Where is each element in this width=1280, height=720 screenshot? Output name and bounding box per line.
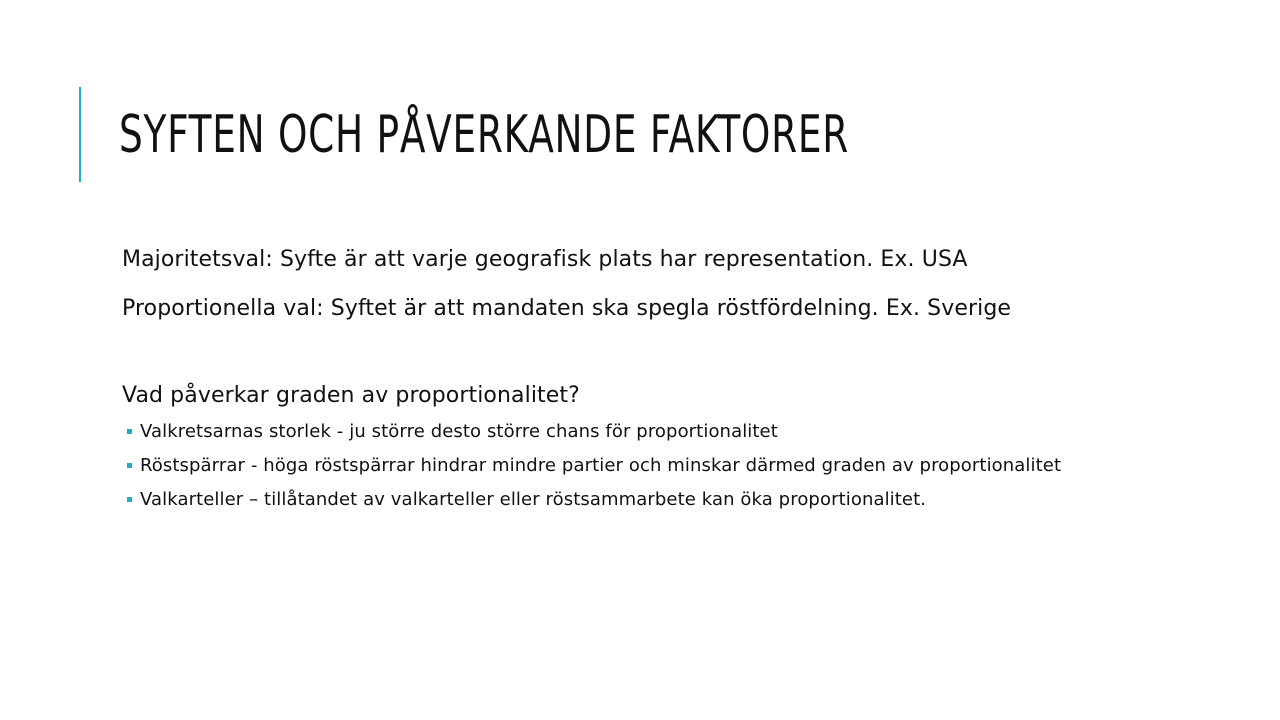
slide-body	[122, 240, 1162, 517]
square-bullet-icon	[127, 497, 132, 502]
paragraph-majoritetsval: Majoritetsval: Syfte är att varje geografisk plats har representation. Ex. USA	[122, 247, 968, 272]
bullet-text: Valkretsarnas storlek - ju större desto större chans för proportionalitet	[140, 421, 778, 442]
question-heading: Vad påverkar graden av proportionalitet?	[122, 383, 580, 408]
bullet-item	[122, 415, 1162, 449]
title-accent-bar	[79, 87, 81, 182]
square-bullet-icon	[127, 429, 132, 434]
slide-title: SYFTEN OCH PÅVERKANDE FAKTORER	[119, 105, 849, 165]
bullet-list	[122, 415, 1162, 517]
bullet-item	[122, 449, 1162, 483]
square-bullet-icon	[127, 463, 132, 468]
paragraph-proportionella-val: Proportionella val: Syftet är att mandaten ska spegla röstfördelning. Ex. Sverige	[122, 296, 1012, 321]
bullet-text: Röstspärrar - höga röstspärrar hindrar mindre partier och minskar därmed graden av proportionalitet	[140, 455, 1062, 476]
bullet-item	[122, 483, 1162, 517]
bullet-text: Valkarteller – tillåtandet av valkarteller eller röstsammarbete kan öka proportionalitet.	[140, 489, 927, 510]
